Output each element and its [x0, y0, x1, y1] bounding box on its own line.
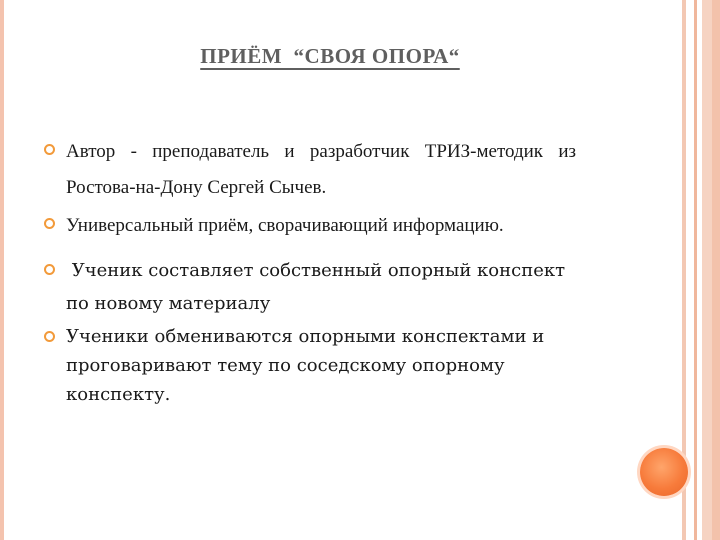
ring-bullet-icon — [44, 264, 55, 275]
bullet-text: Ученики обмениваются опорными конспектами и проговаривают тему по соседскому опорному конспекту. — [66, 326, 545, 405]
list-item — [44, 322, 576, 409]
ring-bullet-icon — [44, 144, 55, 155]
list-item — [44, 208, 576, 244]
bullet-text: Автор - преподаватель и разработчик ТРИЗ-методик из Ростова-на-Дону Сергей Сычев. — [66, 141, 576, 198]
slide-left-border — [0, 0, 4, 540]
bullet-text: Ученик составляет собственный опорный конспект по новому материалу — [66, 260, 571, 314]
ring-bullet-icon — [44, 331, 55, 342]
orange-circle-icon — [640, 448, 688, 496]
slide-title: ПРИЁМ “СВОЯ ОПОРА“ — [200, 44, 460, 68]
bullet-text: Универсальный приём, сворачивающий информацию. — [66, 215, 504, 236]
bullet-list — [44, 134, 576, 409]
list-item — [44, 254, 576, 320]
ring-bullet-icon — [44, 218, 55, 229]
list-item — [44, 134, 576, 206]
